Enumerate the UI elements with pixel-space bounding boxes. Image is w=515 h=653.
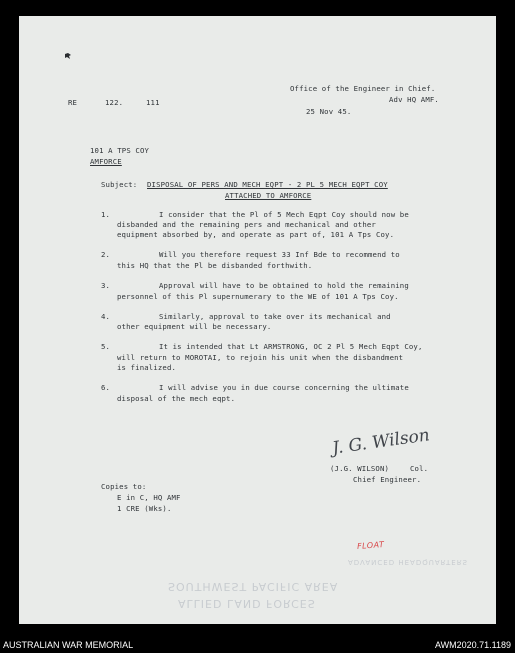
signatory-title: Chief Engineer. [353, 475, 422, 484]
paragraph-1-line-2: disbanded and the remaining pers and mechanical and other [117, 220, 376, 229]
paragraph-2-line-2: this HQ that the Pl be disbanded forthwith. [117, 261, 313, 270]
ghost-stamp-line-1: ADVANCED HEADQUARTERS [348, 558, 468, 566]
subject-label: Subject: [101, 180, 138, 189]
paragraph-5-number: 5. [101, 342, 111, 351]
reference-prefix: RE [68, 98, 78, 107]
office-line-2: Adv HQ AMF. [389, 95, 439, 104]
addressee-line-1: 101 A TPS COY [90, 146, 150, 155]
reference-number-2: 111 [146, 98, 160, 107]
handwritten-signature: J. G. Wilson [331, 425, 431, 459]
paragraph-3-line-1: Approval will have to be obtained to hold the remaining [159, 281, 409, 290]
paragraph-1-line-3: equipment absorbed by, and operate as part of, 101 A Tps Coy. [117, 230, 395, 239]
reference-number-1: 122. [105, 98, 124, 107]
ink-blot-mark [64, 52, 72, 60]
paragraph-1-number: 1. [101, 210, 111, 219]
paragraph-1-line-1: I consider that the Pl of 5 Mech Eqpt Coy should now be [159, 210, 409, 219]
paragraph-3-number: 3. [101, 281, 111, 290]
paragraph-4-line-1: Similarly, approval to take over its mechanical and [159, 312, 391, 321]
signatory-name: (J.G. WILSON) [330, 464, 390, 473]
paragraph-3-line-2: personnel of this Pl supernumerary to the WE of 101 A Tps Coy. [117, 292, 399, 301]
paragraph-5-line-2: will return to MOROTAI, to rejoin his unit when the disbandment [117, 353, 404, 362]
subject-line-1: DISPOSAL OF PERS AND MECH EQPT - 2 PL 5 MECH EQPT COY [147, 180, 388, 189]
paragraph-4-number: 4. [101, 312, 111, 321]
addressee-line-2: AMFORCE [90, 157, 122, 166]
paragraph-6-line-2: disposal of the mech eqpt. [117, 394, 236, 403]
copies-line-1: E in C, HQ AMF [117, 493, 181, 502]
paragraph-4-line-2: other equipment will be necessary. [117, 322, 272, 331]
footer-accession-number: AWM2020.71.1189 [434, 640, 511, 650]
letter-date: 25 Nov 45. [306, 107, 352, 116]
footer-institution: AUSTRALIAN WAR MEMORIAL [3, 640, 134, 650]
copies-label: Copies to: [101, 482, 147, 491]
paragraph-5-line-1: It is intended that Lt ARMSTRONG, OC 2 Pl 5 Mech Eqpt Coy, [159, 342, 423, 351]
copies-line-2: 1 CRE (Wks). [117, 504, 172, 513]
paragraph-6-number: 6. [101, 383, 111, 392]
paragraph-5-line-3: is finalized. [117, 363, 177, 372]
float-stamp: FLOAT [356, 540, 385, 551]
paragraph-2-number: 2. [101, 250, 111, 259]
ghost-stamp-line-2: SOUTHWEST PACIFIC AREA [168, 580, 339, 593]
paragraph-6-line-1: I will advise you in due course concerning the ultimate [159, 383, 409, 392]
ghost-stamp-line-3: ALLIED LAND FORCES [178, 597, 316, 610]
signatory-rank: Col. [410, 464, 429, 473]
office-line-1: Office of the Engineer in Chief. [290, 84, 436, 93]
subject-line-2: ATTACHED TO AMFORCE [225, 191, 312, 200]
paragraph-2-line-1: Will you therefore request 33 Inf Bde to recommend to [159, 250, 400, 259]
